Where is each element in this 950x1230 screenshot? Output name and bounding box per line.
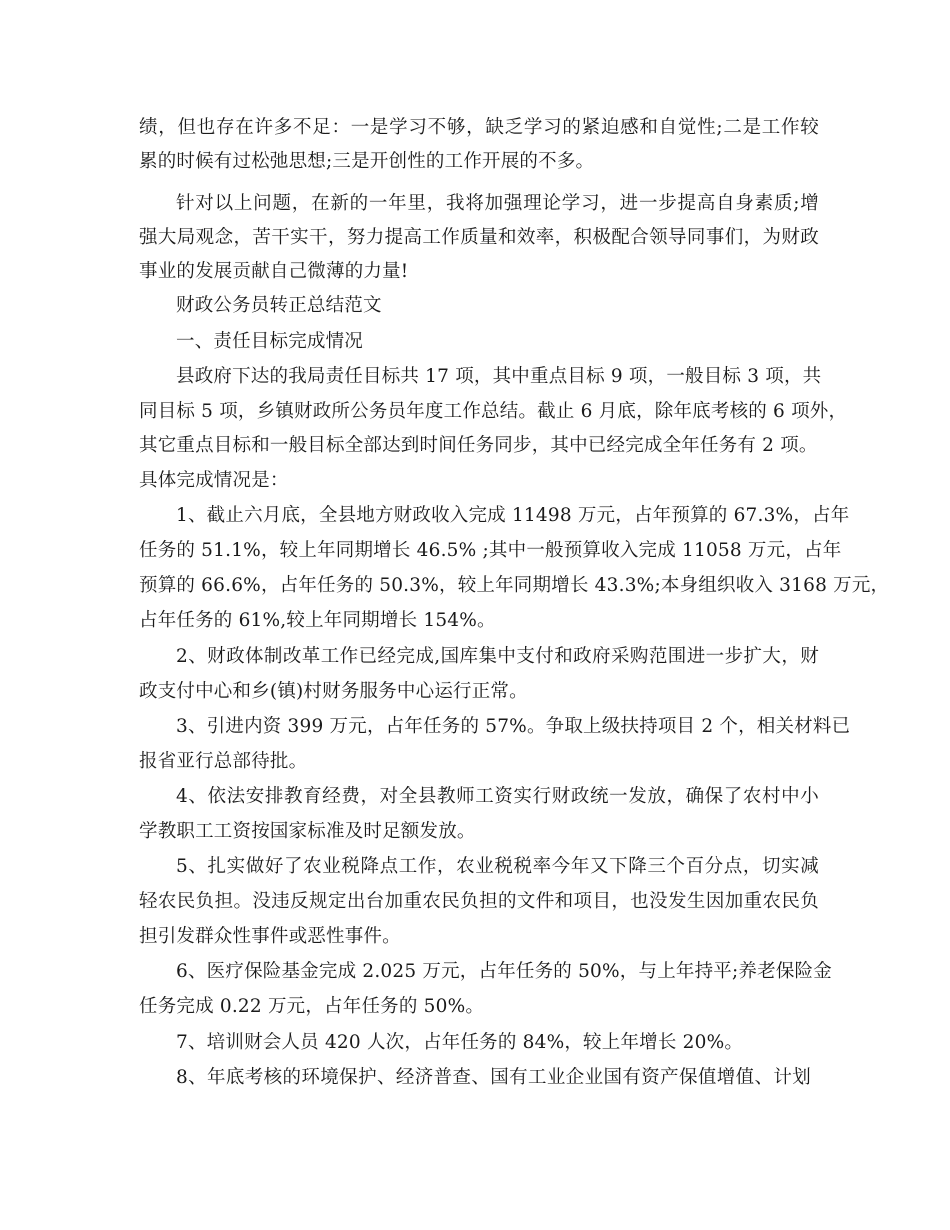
text-line: 8、年底考核的环境保护、经济普查、国有工业企业国有资产保值增值、计划	[176, 1067, 811, 1088]
text-line: 2、财政体制改革工作已经完成,国库集中支付和政府采购范围进一步扩大，财	[176, 646, 819, 667]
text-line: 绩，但也存在许多不足：一是学习不够，缺乏学习的紧迫感和自觉性;二是工作较	[139, 117, 819, 138]
text-line: 事业的发展贡献自己微薄的力量!	[139, 261, 409, 282]
text-line: 任务的 51.1%，较上年同期增长 46.5% ;其中一般预算收入完成 11058 万元，占年	[139, 540, 842, 561]
text-line: 强大局观念，苦干实干，努力提高工作质量和效率，积极配合领导同事们，为财政	[139, 227, 819, 248]
text-line: 政支付中心和乡(镇)村财务服务中心运行正常。	[139, 681, 528, 702]
text-line: 其它重点目标和一般目标全部达到时间任务同步，其中已经完成全年任务有 2 项。	[139, 435, 818, 456]
text-line: 6、医疗保险基金完成 2.025 万元，占年任务的 50%，与上年持平;养老保险金	[176, 961, 832, 982]
text-line: 报省亚行总部待批。	[139, 751, 308, 772]
text-line: 1、截止六月底，全县地方财政收入完成 11498 万元，占年预算的 67.3%，占年	[176, 505, 850, 526]
section-title: 财政公务员转正总结范文	[176, 295, 382, 316]
text-line: 累的时候有过松弛思想;三是开创性的工作开展的不多。	[139, 151, 595, 172]
text-line: 针对以上问题，在新的一年里，我将加强理论学习，进一步提高自身素质;增	[176, 193, 819, 214]
text-line: 县政府下达的我局责任目标共 17 项，其中重点目标 9 项，一般目标 3 项，共	[176, 366, 822, 387]
text-line: 同目标 5 项，乡镇财政所公务员年度工作总结。截止 6 月底，除年底考核的 6 项外，	[139, 401, 848, 422]
text-line: 轻农民负担。没违反规定出台加重农民负担的文件和项目，也没发生因加重农民负	[139, 891, 819, 912]
text-line: 3、引进内资 399 万元，占年任务的 57%。争取上级扶持项目 2 个，相关材料已	[176, 716, 851, 737]
text-line: 任务完成 0.22 万元，占年任务的 50%。	[139, 996, 485, 1017]
text-line: 4、依法安排教育经费，对全县教师工资实行财政统一发放，确保了农村中小	[176, 786, 819, 807]
text-line: 学教职工工资按国家标准及时足额发放。	[139, 821, 476, 842]
text-line: 占年任务的 61%,较上年同期增长 154%。	[139, 610, 496, 631]
section-heading: 一、责任目标完成情况	[176, 331, 364, 352]
text-line: 7、培训财会人员 420 人次，占年任务的 84%，较上年增长 20%。	[176, 1032, 744, 1053]
text-line: 具体完成情况是：	[139, 470, 289, 491]
text-line: 5、扎实做好了农业税降点工作，农业税税率今年又下降三个百分点，切实减	[176, 856, 819, 877]
text-line: 预算的 66.6%，占年任务的 50.3%，较上年同期增长 43.3%;本身组织收入 3168 万元，	[139, 575, 890, 596]
text-line: 担引发群众性事件或恶性事件。	[139, 926, 401, 947]
